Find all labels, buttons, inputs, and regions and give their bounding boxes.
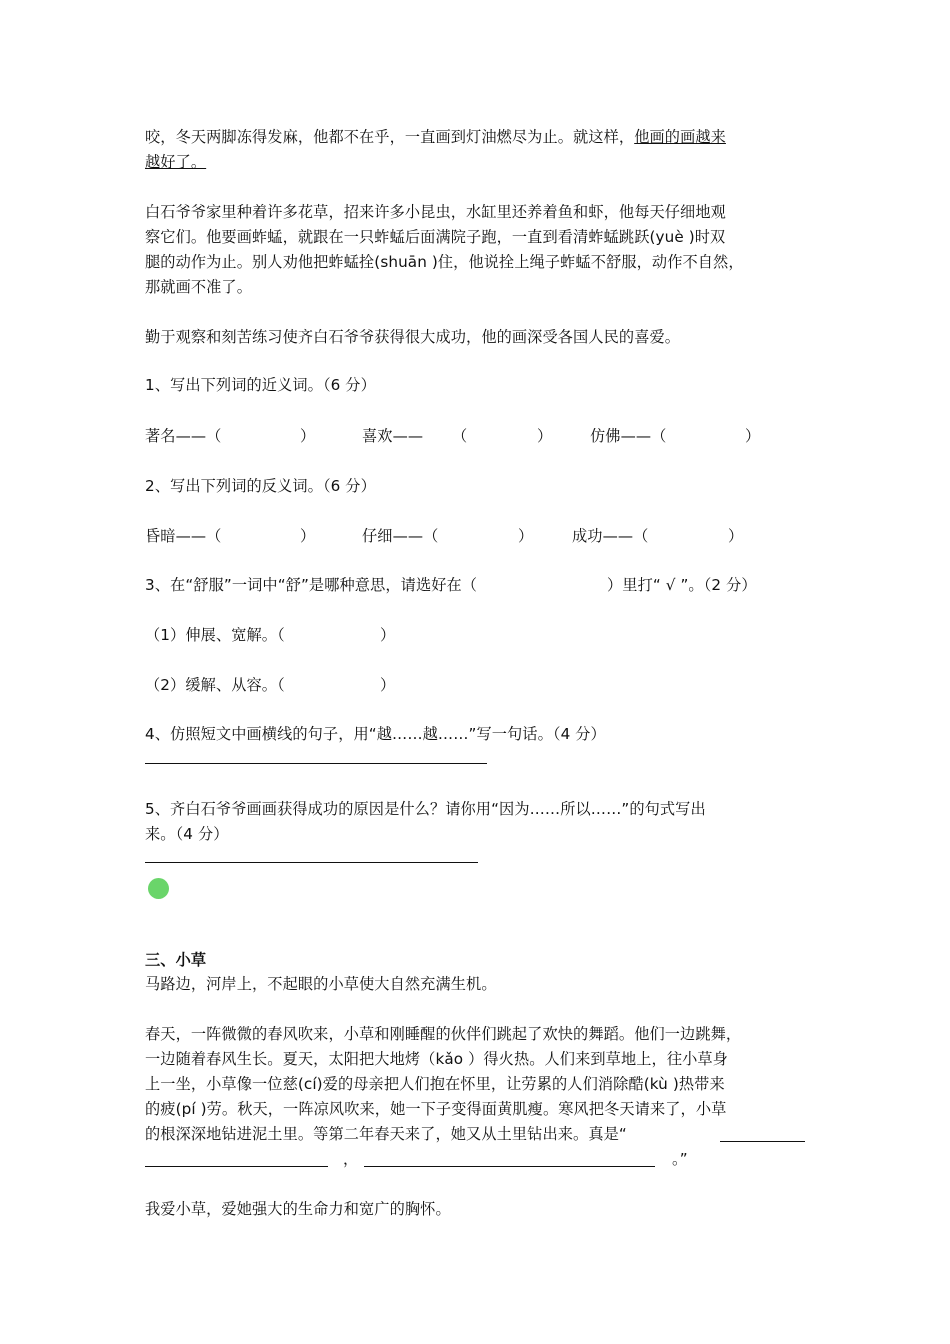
blank-separator: ， (343, 1150, 359, 1168)
passage-line: 腿的动作为止。别人劝他把蚱蜢拴(shuān )住，他说拴上绳子蚱蜢不舒服，动作不自然， (145, 253, 744, 271)
underlined-sentence: 越好了。 (145, 153, 207, 171)
passage-line: 春天，一阵微微的春风吹来，小草和刚睡醒的伙伴们跳起了欢快的舞蹈。他们一边跳舞， (145, 1025, 742, 1043)
passage-line: 那就画不准了。 (145, 278, 253, 296)
q2-item-label: 成功——（ (572, 527, 649, 545)
passage-line: 上一坐，小草像一位慈(cí)爱的母亲把人们抱在怀里，让劳累的人们消除酷(kù )热带来 (145, 1075, 725, 1093)
q2-item-bracket: ） (300, 527, 316, 545)
q1-item-bracket: （ (452, 427, 468, 445)
q1-item-label: 著名——（ (145, 427, 222, 445)
fill-blank[interactable] (145, 1166, 328, 1167)
fill-blank[interactable] (364, 1166, 655, 1167)
q2-item-label: 昏暗——（ (145, 527, 222, 545)
passage-text: 咬，冬天两脚冻得发麻，他都不在乎，一直画到灯油燃尽为止。就这样， (145, 128, 635, 146)
question-3-end: ）里打“ √ ”。（2 分） (607, 576, 757, 594)
q2-item-label: 仔细——（ (362, 527, 439, 545)
passage-line: 的根深深地钻进泥土里。等第二年春天来了，她又从土里钻出来。真是“ (145, 1125, 627, 1143)
section-intro: 马路边，河岸上，不起眼的小草使大自然充满生机。 (145, 975, 497, 993)
passage-line: 勤于观察和刻苦练习使齐白石爷爷获得很大成功，他的画深受各国人民的喜爱。 (145, 328, 681, 346)
q1-item-bracket: ） (300, 427, 316, 445)
q1-item-bracket: ） (745, 427, 761, 445)
q1-item-label: 仿佛——（ (590, 427, 667, 445)
section-title: 三、小草 (145, 951, 207, 969)
q1-item-bracket: ） (537, 427, 553, 445)
q1-item-label: 喜欢—— (362, 427, 424, 445)
passage-line: 一边随着春风生长。夏天，太阳把大地烤（kǎo ）得火热。人们来到草地上，往小草身 (145, 1050, 728, 1068)
closing-line: 我爱小草，爱她强大的生命力和宽广的胸怀。 (145, 1200, 451, 1218)
question-1: 1、写出下列词的近义词。（6 分） (145, 376, 376, 394)
q3-option-1-bracket: ） (380, 626, 396, 644)
passage-line: 察它们。他要画蚱蜢，就跟在一只蚱蜢后面满院子跑，一直到看清蚱蜢跳跃(yuè )时双 (145, 228, 726, 246)
answer-line[interactable] (145, 763, 487, 764)
q2-item-bracket: ） (518, 527, 534, 545)
question-2: 2、写出下列词的反义词。（6 分） (145, 477, 376, 495)
fill-blank[interactable] (720, 1141, 805, 1142)
question-4: 4、仿照短文中画横线的句子，用“越……越……”写一句话。（4 分） (145, 725, 606, 743)
q2-item-bracket: ） (728, 527, 744, 545)
question-3: 3、在“舒服”一词中“舒”是哪种意思，请选好在（ (145, 576, 478, 594)
passage-line (145, 125, 726, 149)
q3-option-1: （1）伸展、宽解。（ (145, 626, 285, 644)
passage-line: 的疲(pí )劳。秋天，一阵凉风吹来，她一下子变得面黄肌瘦。寒风把冬天请来了，小草 (145, 1100, 727, 1118)
green-dot-icon (148, 878, 169, 899)
question-5-cont: 来。（4 分） (145, 825, 229, 843)
closing-quote: 。” (672, 1150, 688, 1168)
answer-line[interactable] (145, 862, 478, 863)
q3-option-2: （2）缓解、从容。（ (145, 676, 285, 694)
underlined-sentence: 他画的画越来 (634, 128, 726, 146)
passage-line (145, 150, 206, 174)
question-5: 5、齐白石爷爷画画获得成功的原因是什么？请你用“因为……所以……”的句式写出 (145, 800, 706, 818)
passage-line: 白石爷爷家里种着许多花草，招来许多小昆虫，水缸里还养着鱼和虾，他每天仔细地观 (145, 203, 726, 221)
q3-option-2-bracket: ） (380, 676, 396, 694)
